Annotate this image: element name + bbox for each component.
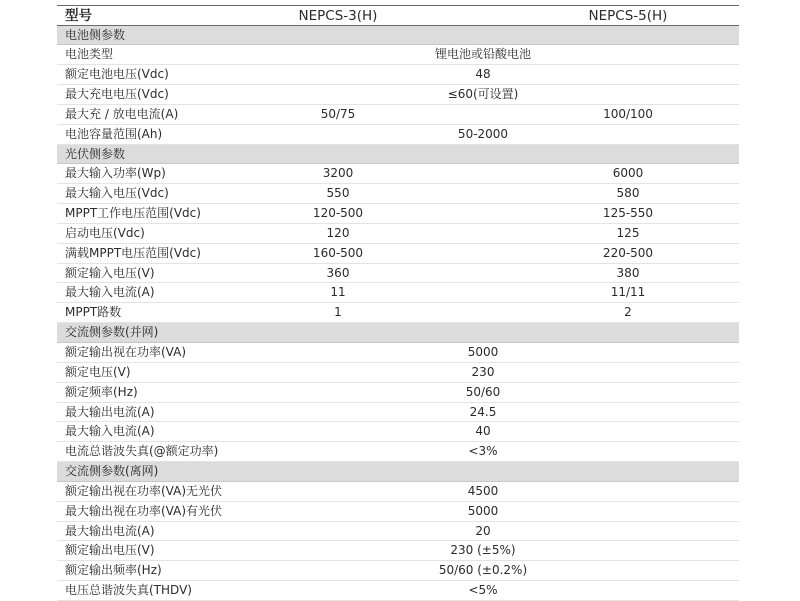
section-header — [57, 145, 739, 165]
header-model-label: 型号 — [65, 8, 92, 24]
row-value-model-1: 120 — [326, 225, 350, 240]
table-row — [57, 363, 739, 383]
row-label: 电池容量范围(Ah) — [65, 126, 163, 141]
row-value-model-2: 100/100 — [603, 106, 653, 121]
table-row — [57, 502, 739, 522]
row-label: 最大充电电压(Vdc) — [65, 87, 169, 102]
row-label: 满载MPPT电压范围(Vdc) — [65, 245, 201, 260]
table-row — [57, 85, 739, 105]
row-value-model-1: 1 — [334, 305, 342, 320]
row-value-model-1: 11 — [330, 285, 346, 300]
section-title: 交流侧参数(离网) — [65, 464, 159, 479]
row-label: 最大充 / 放电电流(A) — [65, 106, 179, 121]
row-value-shared: 5000 — [467, 345, 499, 359]
table-row — [57, 343, 739, 363]
row-value-shared: 5000 — [467, 503, 499, 518]
section-header — [57, 26, 739, 46]
row-value-model-1: 120-500 — [312, 206, 364, 221]
row-label: 额定输出电压(V) — [65, 543, 155, 558]
table-row — [57, 224, 739, 244]
section-header — [57, 462, 739, 482]
row-value-model-1: 550 — [326, 186, 350, 201]
section-title: 光伏侧参数 — [65, 146, 126, 161]
row-value-model-1: 160-500 — [312, 245, 364, 260]
table-row — [57, 125, 739, 145]
row-value-shared: ≤60(可设置) — [447, 87, 519, 102]
table-row — [57, 45, 739, 65]
row-label: 最大输出电流(A) — [65, 404, 155, 419]
row-value-shared: 50/60 (±0.2%) — [438, 563, 528, 578]
row-value-shared: 40 — [475, 424, 491, 439]
table-row — [57, 403, 739, 423]
table-row — [57, 204, 739, 224]
row-label: MPPT路数 — [65, 305, 122, 320]
row-value-model-1: 50/75 — [320, 106, 356, 121]
table-row — [57, 541, 739, 561]
section-title: 电池侧参数 — [65, 27, 126, 42]
row-label: 启动电压(Vdc) — [65, 225, 145, 240]
table-row — [57, 244, 739, 264]
table-row — [57, 482, 739, 502]
row-value-shared: <5% — [468, 583, 498, 598]
row-label: 额定输出视在功率(VA)无光伏 — [65, 483, 223, 498]
row-value-model-2: 220-500 — [602, 245, 654, 260]
table-row — [57, 283, 739, 303]
table-row — [57, 184, 739, 204]
table-row — [57, 522, 739, 542]
table-row — [57, 561, 739, 581]
spec-table — [57, 5, 739, 601]
row-label: 电池类型 — [65, 47, 114, 62]
row-value-model-2: 11/11 — [610, 285, 646, 300]
row-label: 最大输出电流(A) — [65, 523, 155, 538]
row-value-shared: 24.5 — [469, 404, 497, 419]
row-value-shared: 230 — [471, 364, 495, 379]
row-value-model-2: 125-550 — [602, 206, 654, 221]
table-row — [57, 105, 739, 125]
row-label: 最大输出视在功率(VA)有光伏 — [65, 503, 223, 518]
row-value-shared: 4500 — [467, 483, 499, 498]
table-row — [57, 264, 739, 284]
row-value-shared: 230 (±5%) — [450, 543, 516, 558]
table-row — [57, 303, 739, 323]
row-value-shared: 20 — [475, 523, 491, 538]
row-label: 额定频率(Hz) — [65, 384, 138, 399]
row-value-shared: 50-2000 — [457, 126, 509, 141]
table-body — [57, 26, 739, 601]
row-value-shared: 50/60 — [465, 384, 501, 399]
table-row — [57, 164, 739, 184]
row-value-model-1: 360 — [326, 265, 350, 280]
row-label: MPPT工作电压范围(Vdc) — [65, 206, 201, 221]
row-value-shared: <3% — [468, 444, 498, 459]
row-label: 最大输入功率(Wp) — [65, 166, 166, 181]
table-row — [57, 442, 739, 462]
row-label: 额定电压(V) — [65, 364, 131, 379]
row-label: 最大输入电流(A) — [65, 424, 155, 439]
row-label: 电流总谐波失真(@额定功率) — [65, 444, 219, 459]
row-value-model-1: 3200 — [322, 166, 354, 181]
row-label: 电压总谐波失真(THDV) — [65, 583, 192, 598]
header-model-2: NEPCS-5(H) — [588, 8, 668, 24]
row-label: 额定电池电压(Vdc) — [65, 67, 169, 82]
row-value-model-2: 580 — [616, 186, 640, 201]
row-value-model-2: 125 — [616, 225, 640, 240]
table-row — [57, 65, 739, 85]
row-label: 最大输入电压(Vdc) — [65, 186, 169, 201]
row-label: 额定输入电压(V) — [65, 265, 155, 280]
row-label: 额定输出视在功率(VA) — [65, 345, 187, 359]
section-title: 交流侧参数(并网) — [65, 325, 159, 340]
row-label: 额定输出频率(Hz) — [65, 563, 162, 578]
table-row — [57, 581, 739, 601]
row-value-model-2: 380 — [616, 265, 640, 280]
table-row — [57, 422, 739, 442]
row-value-shared: 锂电池或铅酸电池 — [434, 47, 532, 62]
row-value-model-2: 2 — [624, 305, 632, 320]
table-header — [57, 5, 739, 26]
section-header — [57, 323, 739, 343]
table-row — [57, 383, 739, 403]
row-value-shared: 48 — [475, 67, 491, 82]
row-value-model-2: 6000 — [612, 166, 644, 181]
row-label: 最大输入电流(A) — [65, 285, 155, 300]
header-model-1: NEPCS-3(H) — [298, 8, 378, 24]
